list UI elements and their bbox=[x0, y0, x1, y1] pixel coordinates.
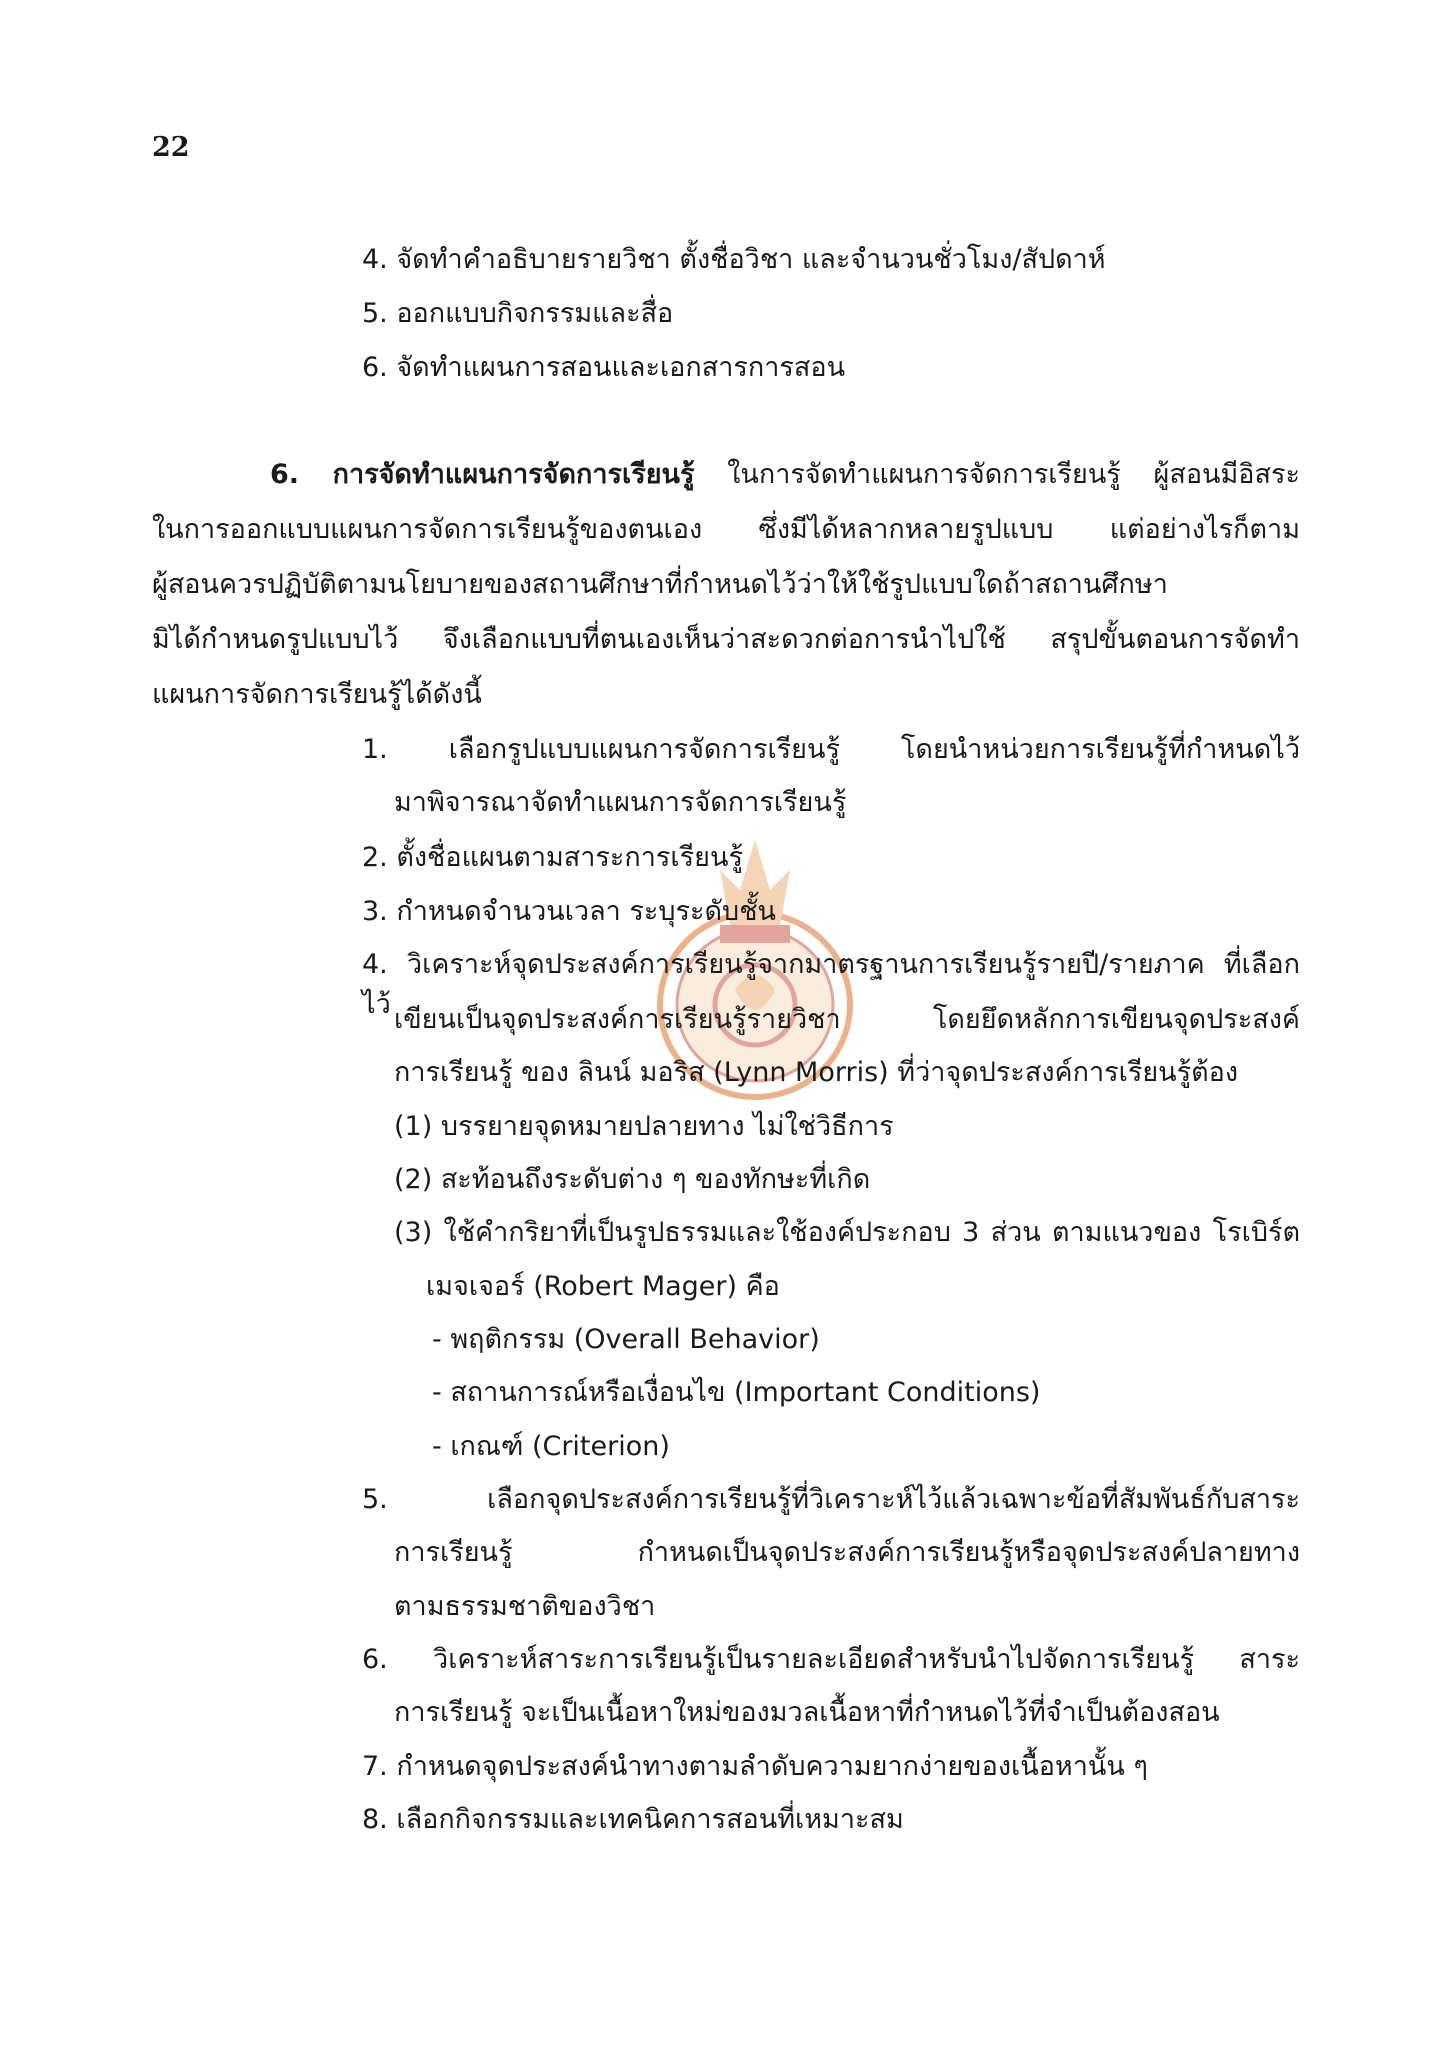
section-heading: 6. การจัดทำแผนการจัดการเรียนรู้ bbox=[270, 459, 695, 490]
step-1: 1. เลือกรูปแบบแผนการจัดการเรียนรู้ โดยนำหน่วยการเรียนรู้ที่กำหนดไว้ bbox=[362, 734, 1300, 765]
step-4-sub-3-cont: เมจเจอร์ (Robert Mager) คือ bbox=[426, 1271, 780, 1302]
step-5: 5. เลือกจุดประสงค์การเรียนรู้ที่วิเคราะห์ไว้แล้วเฉพาะข้อที่สัมพันธ์กับสาระ bbox=[362, 1484, 1300, 1515]
step-1-cont: มาพิจารณาจัดทำแผนการจัดการเรียนรู้ bbox=[394, 787, 847, 818]
step-4-cont: เขียนเป็นจุดประสงค์การเรียนรู้รายวิชา โดยยึดหลักการเขียนจุดประสงค์ bbox=[394, 1004, 1300, 1035]
list-item: 6. จัดทำแผนการสอนและเอกสารการสอน bbox=[362, 352, 846, 383]
list-item: 4. จัดทำคำอธิบายรายวิชา ตั้งชื่อวิชา และจำนวนชั่วโมง/สัปดาห์ bbox=[362, 244, 1106, 275]
paragraph-line: ในการออกแบบแผนการจัดการเรียนรู้ของตนเอง ซึ่งมีได้หลากหลายรูปแบบ แต่อย่างไรก็ตาม bbox=[152, 514, 1300, 545]
paragraph-text: ในการจัดทำแผนการจัดการเรียนรู้ ผู้สอนมีอิสระ bbox=[694, 459, 1300, 490]
bullet-item: - สถานการณ์หรือเงื่อนไข (Important Conditions) bbox=[432, 1377, 1041, 1408]
step-3: 3. กำหนดจำนวนเวลา ระบุระดับชั้น bbox=[362, 896, 776, 927]
step-4-sub-3: (3) ใช้คำกริยาที่เป็นรูปธรรมและใช้องค์ประกอบ 3 ส่วน ตามแนวของ โรเบิร์ต bbox=[394, 1217, 1300, 1248]
step-4: 4. วิเคราะห์จุดประสงค์การเรียนรู้จากมาตรฐานการเรียนรู้รายปี/รายภาค ที่เลือกไว้ bbox=[362, 949, 1300, 1020]
step-6-cont: การเรียนรู้ จะเป็นเนื้อหาใหม่ของมวลเนื้อหาที่กำหนดไว้ที่จำเป็นต้องสอน bbox=[394, 1697, 1220, 1728]
step-4-sub-1: (1) บรรยายจุดหมายปลายทาง ไม่ใช่วิธีการ bbox=[394, 1111, 894, 1142]
step-5-cont: การเรียนรู้ กำหนดเป็นจุดประสงค์การเรียนรู้หรือจุดประสงค์ปลายทาง bbox=[394, 1537, 1300, 1568]
section-paragraph-line bbox=[270, 455, 1300, 495]
list-item: 5. ออกแบบกิจกรรมและสื่อ bbox=[362, 298, 674, 329]
step-4-sub-2: (2) สะท้อนถึงระดับต่าง ๆ ของทักษะที่เกิด bbox=[394, 1164, 871, 1195]
step-4-cont: การเรียนรู้ ของ ลินน์ มอริส (Lynn Morris) ที่ว่าจุดประสงค์การเรียนรู้ต้อง bbox=[394, 1057, 1239, 1088]
paragraph-line: ผู้สอนควรปฏิบัติตามนโยบายของสถานศึกษาที่กำหนดไว้ว่าให้ใช้รูปแบบใดถ้าสถานศึกษา bbox=[152, 569, 1168, 600]
bullet-item: - พฤติกรรม (Overall Behavior) bbox=[432, 1324, 820, 1355]
step-8: 8. เลือกกิจกรรมและเทคนิคการสอนที่เหมาะสม bbox=[362, 1804, 904, 1835]
paragraph-line: แผนการจัดการเรียนรู้ได้ดังนี้ bbox=[152, 679, 482, 710]
paragraph-line: มิได้กำหนดรูปแบบไว้ จึงเลือกแบบที่ตนเองเห็นว่าสะดวกต่อการนำไปใช้ สรุปขั้นตอนการจัดทำ bbox=[152, 624, 1300, 655]
step-2: 2. ตั้งชื่อแผนตามสาระการเรียนรู้ bbox=[362, 842, 743, 873]
step-7: 7. กำหนดจุดประสงค์นำทางตามลำดับความยากง่ายของเนื้อหานั้น ๆ bbox=[362, 1751, 1148, 1782]
step-6: 6. วิเคราะห์สาระการเรียนรู้เป็นรายละเอียดสำหรับนำไปจัดการเรียนรู้ สาระ bbox=[362, 1644, 1300, 1675]
page-number: 22 bbox=[152, 132, 190, 163]
step-5-cont: ตามธรรมชาติของวิชา bbox=[394, 1591, 656, 1622]
bullet-item: - เกณฑ์ (Criterion) bbox=[432, 1431, 670, 1462]
